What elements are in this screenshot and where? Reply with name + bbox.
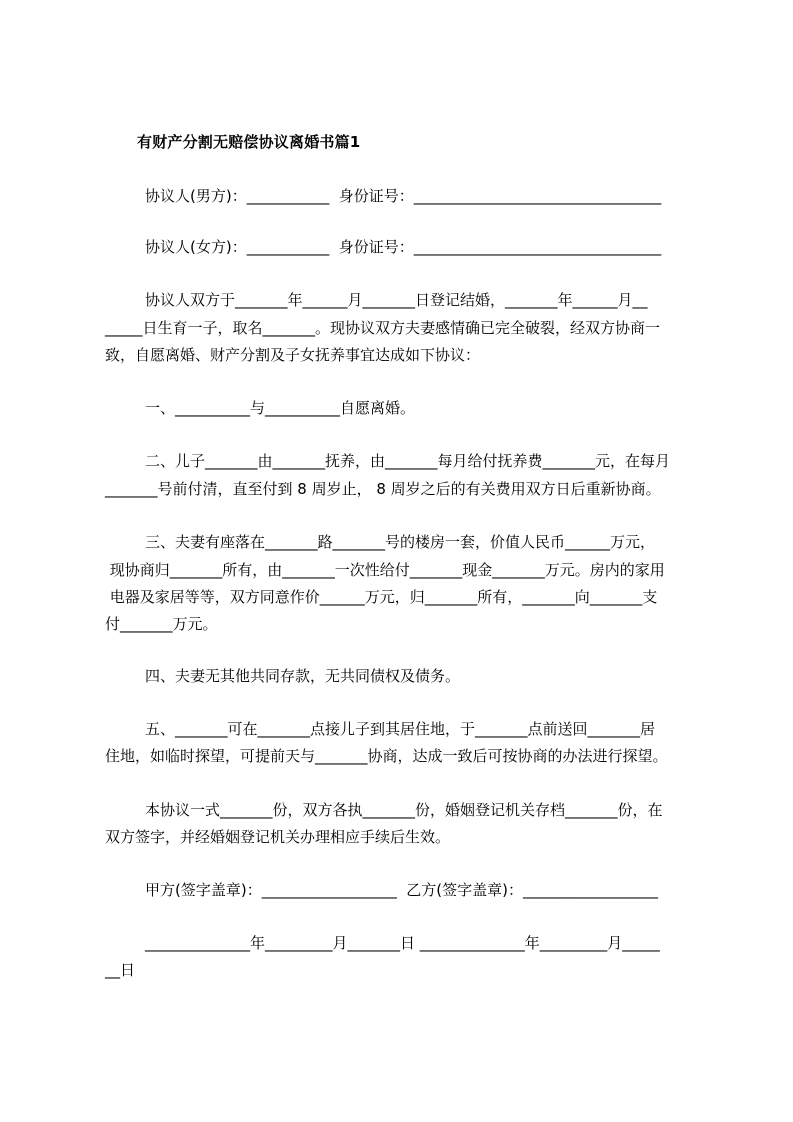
party-male-line: 协议人(男方)：___________ 身份证号：_________________________________ bbox=[145, 187, 662, 205]
clause-2-line-2: _______号前付清，直至付到 8 周岁止， 8 周岁之后的有关费用双方日后重新协商。 bbox=[105, 480, 661, 498]
party-female-line: 协议人(女方)：___________ 身份证号：_________________________________ bbox=[145, 238, 662, 256]
document-title: 有财产分割无赔偿协议离婚书篇1 bbox=[137, 133, 361, 151]
paragraph-intro-line-1: 协议人双方于_______年______月_______日登记结婚，_______年______月__ bbox=[145, 291, 648, 309]
signature-line: 甲方(签字盖章)：__________________ 乙方(签字盖章)：__________________ bbox=[145, 881, 658, 899]
date-line-2: __日 bbox=[105, 961, 136, 979]
paragraph-intro-line-3: 致，自愿离婚、财产分割及子女抚养事宜达成如下协议： bbox=[105, 346, 481, 364]
clause-1-line: 一、__________与__________自愿离婚。 bbox=[145, 399, 416, 417]
clause-2-line-1: 二、儿子_______由_______抚养，由_______每月给付抚养费_______元，在每月 bbox=[145, 452, 671, 470]
copies-line-2: 双方签字，并经婚姻登记机关办理相应手续后生效。 bbox=[105, 828, 451, 846]
clause-3-line-1: 三、夫妻有座落在_______路_______号的楼房一套，价值人民币______万元， bbox=[145, 533, 656, 551]
clause-3-line-4: 付_______万元。 bbox=[105, 615, 218, 633]
clause-5-line-2: 住地，如临时探望，可提前天与_______协商，达成一致后可按协商的办法进行探望。 bbox=[105, 747, 668, 765]
date-line-1: ______________年_________月_______日 ______________年_________月_____ bbox=[145, 934, 660, 952]
copies-line-1: 本协议一式_______份，双方各执_______份，婚姻登记机关存档_______份，在 bbox=[145, 801, 663, 819]
clause-3-line-2: 现协商归_______所有，由_______一次性给付_______现金_______万元。房内的家用 bbox=[105, 561, 665, 579]
clause-3-line-3: 电器及家居等等，双方同意作价______万元，归_______所有，_______向_______支 bbox=[105, 588, 658, 606]
clause-5-line-1: 五、_______可在_______点接儿子到其居住地，于_______点前送回_______居 bbox=[145, 720, 656, 738]
clause-4-line: 四、夫妻无其他共同存款，无共同债权及债务。 bbox=[145, 667, 461, 685]
paragraph-intro-line-2: _____日生育一子，取名_______。现协议双方夫妻感情确已完全破裂，经双方协商一 bbox=[105, 319, 661, 337]
